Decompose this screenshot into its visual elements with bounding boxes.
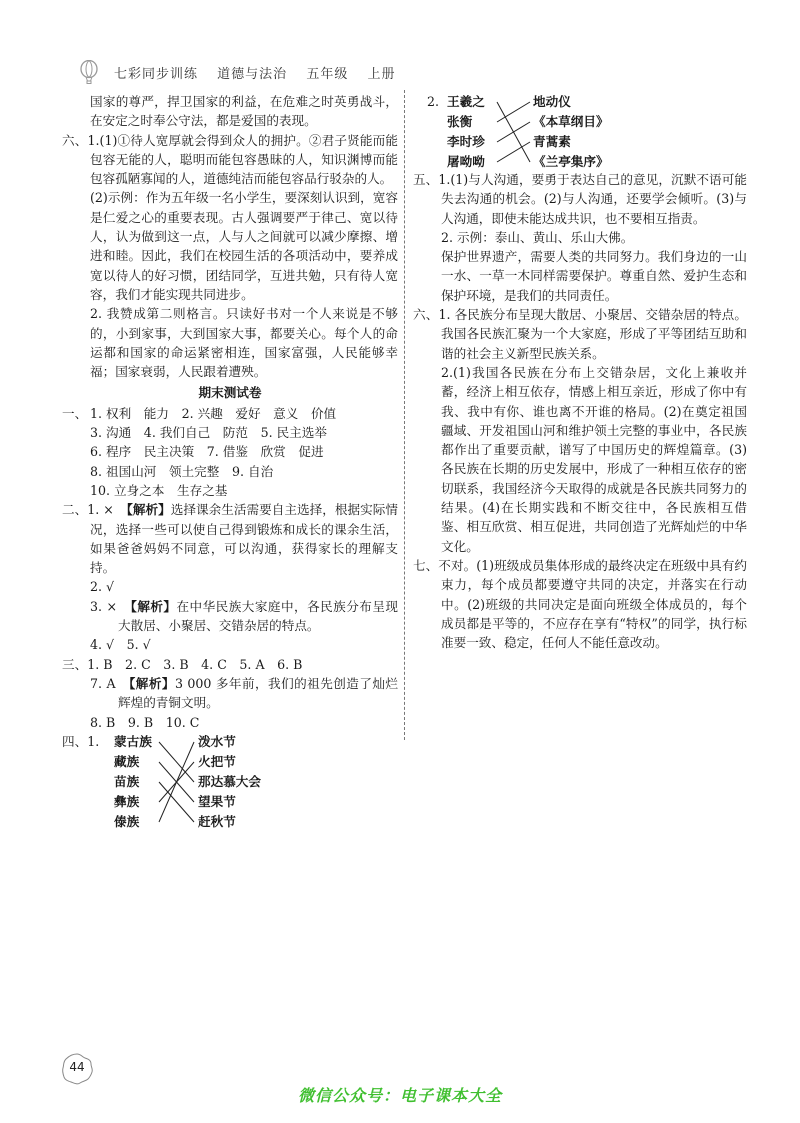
section-number: 2.	[427, 94, 440, 109]
answer-text: 3. 沟通 4. 我们自己 防范 5. 民主选举	[90, 425, 327, 441]
answer-line: 2. 示例：泰山、黄山、乐山大佛。	[441, 229, 634, 245]
match-right-item: 《兰亭集序》	[533, 154, 609, 169]
match-line	[497, 122, 530, 142]
match-right-item: 泼水节	[198, 733, 236, 749]
matching-diagram-ethnic-festivals	[62, 732, 398, 830]
answer-mark: 二、1. ×	[62, 502, 127, 518]
left-column	[62, 92, 398, 830]
analysis-tag: 【解析】	[129, 675, 175, 691]
answer-section-6: 六、1.(1)①待人宽厚就会得到众人的拥护。②君子贤能而能包容无能的人，聪明而能包容愚昧的人，知识渊博而能包容孤陋寡闻的人，道德纯洁而能包容品行驳杂的人。	[62, 132, 398, 187]
answer-text: 10. 立身之本 生存之基	[90, 482, 228, 498]
match-left-item: 蒙古族	[114, 733, 152, 749]
answer-section-3-q7	[62, 674, 398, 713]
match-left-item: 张衡	[447, 114, 473, 129]
series-name: 七彩同步训练	[114, 66, 199, 82]
header-text	[114, 63, 409, 82]
answer-section-2-q1	[62, 500, 398, 577]
match-left-item: 苗族	[114, 773, 140, 789]
match-left-item: 彝族	[114, 793, 140, 809]
answer-text: 1. 权利 能力 2. 兴趣 爱好 意义 价值	[90, 405, 337, 421]
page-header	[78, 58, 409, 86]
answer-text: 6. 程序 民主决策 7. 借鉴 欣赏 促进	[90, 444, 324, 460]
subject-name: 道德与法治	[217, 66, 288, 82]
answer-line	[62, 423, 398, 442]
answer-paragraph: 保护世界遗产，需要人类的共同努力。我们身边的一山一水、一草一木同样需要保护。尊重自然、爱护生态和保护环境，是我们的共同责任。	[441, 249, 747, 303]
answer-paragraph: 2. 我赞成第二则格言。只读好书对一个人来说是不够的，小到家事，大到国家大事，都要关心。每个人的命运都和国家的命运紧密相连，国家富强，人民能够幸福；国家衰弱，人民跟着遭殃。	[90, 306, 398, 380]
analysis-text: 在中华民族大家庭中，各民族分布呈现大散居、小聚居、交错杂居的特点。	[118, 598, 399, 634]
matching-diagram-people-works	[413, 92, 747, 170]
grade-name: 五年级	[306, 66, 349, 82]
match-left-item: 傣族	[114, 813, 140, 829]
answer-section-7: 七、不对。(1)班级成员集体形成的最终决定在班级中具有约束力，每个成员都要遵守共同的决定，并落实在行动中。(2)班级的共同决定是面向班级全体成员的，每个成员都是平等的，不应存在享有“特权”的同学，执行标准要一致、稳定，任何人不能任意改动。	[413, 557, 747, 651]
answer-paragraph: 国家的尊严，捍卫国家的利益，在危难之时英勇战斗，在安定之时奉公守法，都是爱国的表现。	[90, 94, 398, 129]
answer-text: 8. 祖国山河 领土完整 9. 自治	[90, 463, 274, 479]
answer-section-6: 六、1. 各民族分布呈现大散居、小聚居、交错杂居的特点。我国各民族汇聚为一个大家庭，形成了平等团结互助和谐的社会主义新型民族关系。	[413, 307, 747, 361]
answer-line: 2. √	[90, 579, 115, 595]
analysis-tag: 【解析】	[130, 598, 177, 614]
match-line	[159, 742, 194, 822]
footer-watermark: 微信公众号：电子课本大全	[297, 1086, 502, 1105]
answer-section-3: 三、1. B 2. C 3. B 4. C 5. A 6. B	[62, 656, 303, 672]
match-right-item: 青蒿素	[533, 134, 571, 149]
match-right-item: 火把节	[198, 753, 236, 769]
answer-section-5: 五、1.(1)与人沟通，要勇于表达自己的意见，沉默不语可能失去沟通的机会。(2)与人沟通，还要学会倾听。(3)与人沟通，即使未能达成共识，也不要相互指责。	[413, 172, 747, 226]
column-divider	[404, 90, 405, 740]
answer-mark: 3. ×	[90, 598, 131, 614]
matching-lines	[62, 732, 402, 832]
analysis-text: 3 000 多年前，我们的祖先创造了灿烂辉煌的青铜文明。	[118, 675, 399, 711]
right-column	[413, 92, 747, 652]
answer-line	[62, 442, 398, 461]
match-right-item: 地动仪	[533, 94, 571, 109]
analysis-tag: 【解析】	[126, 502, 171, 518]
match-line	[159, 742, 194, 782]
answer-line: 8. B 9. B 10. C	[90, 714, 200, 730]
answer-paragraph: 2.(1)我国各民族在分布上交错杂居，文化上兼收并蓄，经济上相互依存，情感上相互亲近，形成了你中有我、我中有你、谁也离不开谁的格局。(2)在奠定祖国疆域、开发祖国山河和维护领土完整的事业中，各民族都作出了重要贡献，谱写了中国历史的辉煌篇章。(3)各民族在长期的历史发展中，形成了一种相互依存的密切联系，我国经济今天取得的成就是各民族共同努力的结果。(4)在长期实践和不断交往中，各民族相互借鉴、相互欣赏、相互促进，共同创造了光辉灿烂的中华文化。	[441, 364, 747, 554]
answer-mark: 7. A	[90, 675, 130, 691]
match-right-item: 那达慕大会	[198, 773, 261, 789]
match-left-item: 王羲之	[447, 94, 485, 109]
answer-line: 4. √ 5. √	[90, 637, 151, 653]
analysis-text: 选择课余生活需要自主选择，根据实际情况，选择一些可以使自己得到锻炼和成长的课余生活，如果爸爸妈妈不同意，可以沟通，获得家长的理解支持。	[90, 502, 399, 576]
section-number: 一、	[62, 405, 88, 421]
answer-line	[62, 404, 398, 423]
section-number: 四、1.	[62, 733, 100, 749]
match-line	[159, 782, 194, 822]
match-right-item: 赶秋节	[198, 813, 236, 829]
volume-name: 上册	[367, 66, 396, 82]
page-number: 44	[69, 1060, 85, 1074]
match-left-item: 李时珍	[447, 134, 485, 149]
match-right-item: 望果节	[198, 793, 236, 809]
match-right-item: 《本草纲目》	[533, 114, 609, 129]
answer-line	[62, 462, 398, 481]
answer-line	[62, 481, 398, 500]
balloon-logo-icon	[78, 60, 100, 84]
answer-paragraph: (2)示例：作为五年级一名小学生，要深刻认识到，宽容是仁爱之心的重要表现。古人强调要严于律己、宽以待人，认为做到这一点，人与人之间就可以减少摩擦、增进和睦。因此，我们在校园生活的各项活动中，要养成宽以待人的好习惯，团结同学，互进共勉，只有待人宽容，我们才能实现共同进步。	[90, 190, 398, 302]
exam-title: 期末测试卷	[198, 385, 262, 401]
matching-lines	[413, 92, 747, 172]
match-left-item: 屠呦呦	[447, 154, 485, 169]
answer-section-2-q3	[62, 597, 398, 636]
match-left-item: 藏族	[114, 753, 140, 769]
